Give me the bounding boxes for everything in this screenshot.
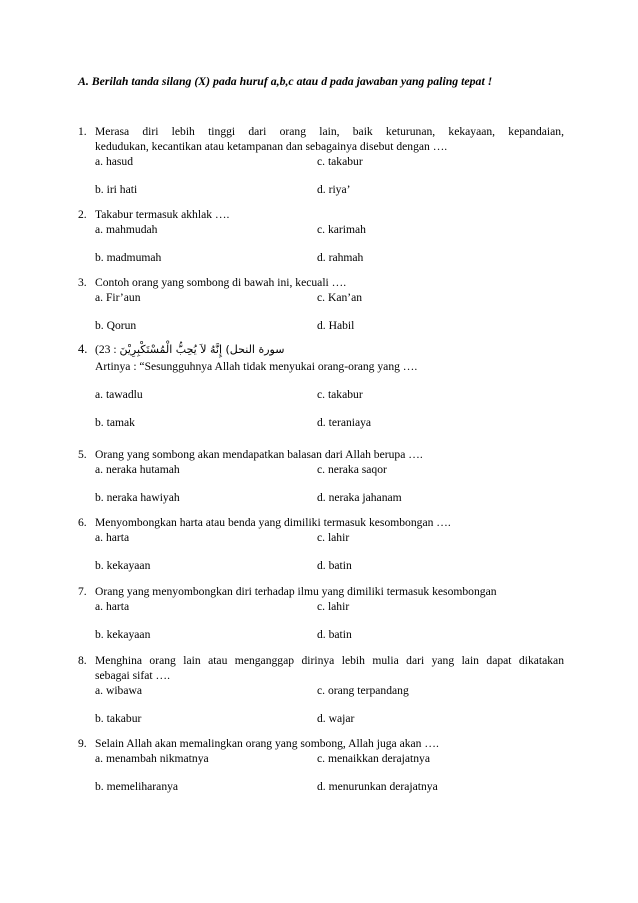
- question-text: Orang yang sombong akan mendapatkan balasan dari Allah berupa ….: [95, 448, 423, 461]
- question-text-continued: sebagai sifat ….: [95, 669, 171, 682]
- question-line: [78, 447, 564, 462]
- option-b[interactable]: b. kekayaan: [95, 559, 151, 572]
- option-a[interactable]: a. wibawa: [95, 684, 142, 697]
- option-b[interactable]: b. neraka hawiyah: [95, 491, 180, 504]
- option-b[interactable]: b. madmumah: [95, 251, 162, 264]
- question-5: [78, 447, 564, 505]
- question-number: 5.: [78, 448, 87, 461]
- question-text: Contoh orang yang sombong di bawah ini, kecuali ….: [95, 276, 347, 289]
- question-translation: Artinya : “Sesungguhnya Allah tidak menyukai orang-orang yang ….: [95, 360, 418, 373]
- option-a[interactable]: a. harta: [95, 600, 130, 613]
- option-b[interactable]: b. takabur: [95, 712, 142, 725]
- option-row: [95, 182, 564, 197]
- question-surah-reference: (23 :: [95, 343, 117, 356]
- question-8: [78, 653, 564, 726]
- option-d[interactable]: d. batin: [317, 559, 352, 572]
- option-row: [95, 530, 564, 545]
- option-d[interactable]: d. riya’: [317, 183, 351, 196]
- option-a[interactable]: a. menambah nikmatnya: [95, 752, 209, 765]
- question-6: [78, 515, 564, 573]
- option-c[interactable]: c. lahir: [317, 531, 350, 544]
- question-text: Orang yang menyombongkan diri terhadap ilmu yang dimiliki termasuk kesombongan: [95, 585, 497, 598]
- option-a[interactable]: a. harta: [95, 531, 130, 544]
- option-row: [95, 250, 564, 265]
- question-arabic-verse: سورة النحل) إِنَّهُ لاَ يُحِبُّ الْمُسْتَكْبِرِيْنَ: [119, 343, 285, 356]
- question-line: [78, 275, 564, 290]
- option-row: [95, 751, 564, 766]
- question-text: Merasa diri lebih tinggi dari orang lain, baik keturunan, kekayaan, kepandaian,: [95, 125, 564, 138]
- option-a[interactable]: a. neraka hutamah: [95, 463, 180, 476]
- question-line: [78, 515, 564, 530]
- option-b[interactable]: b. Qorun: [95, 319, 137, 332]
- question-line: [78, 342, 564, 357]
- option-a[interactable]: a. mahmudah: [95, 223, 158, 236]
- option-c[interactable]: c. neraka saqor: [317, 463, 387, 476]
- option-row: [95, 222, 564, 237]
- option-d[interactable]: d. neraka jahanam: [317, 491, 402, 504]
- question-2: [78, 207, 564, 265]
- question-number: 7.: [78, 585, 87, 598]
- question-number: 2.: [78, 208, 87, 221]
- option-b[interactable]: b. kekayaan: [95, 628, 151, 641]
- question-7: [78, 584, 564, 642]
- option-c[interactable]: c. orang terpandang: [317, 684, 409, 697]
- question-number: 4.: [78, 342, 88, 356]
- question-number: 8.: [78, 654, 87, 667]
- option-c[interactable]: c. menaikkan derajatnya: [317, 752, 430, 765]
- question-4: [78, 342, 564, 430]
- question-text: Selain Allah akan memalingkan orang yang sombong, Allah juga akan ….: [95, 737, 439, 750]
- option-b[interactable]: b. iri hati: [95, 183, 138, 196]
- option-row: [95, 318, 564, 333]
- option-row: [95, 599, 564, 614]
- question-number: 9.: [78, 737, 87, 750]
- option-c[interactable]: c. karimah: [317, 223, 366, 236]
- option-d[interactable]: d. batin: [317, 628, 352, 641]
- option-a[interactable]: a. Fir’aun: [95, 291, 141, 304]
- option-a[interactable]: a. tawadlu: [95, 388, 143, 401]
- option-row: [95, 683, 564, 698]
- option-row: [95, 627, 564, 642]
- option-d[interactable]: d. menurunkan derajatnya: [317, 780, 438, 793]
- question-text-continued: kedudukan, kecantikan atau ketampanan dan sebagainya disebut dengan ….: [95, 140, 448, 153]
- option-b[interactable]: b. memeliharanya: [95, 780, 179, 793]
- question-line: [78, 736, 564, 751]
- question-text: Menyombongkan harta atau benda yang dimiliki termasuk kesombongan ….: [95, 516, 451, 529]
- question-number: 6.: [78, 516, 87, 529]
- question-text: Takabur termasuk akhlak ….: [95, 208, 230, 221]
- option-a[interactable]: a. hasud: [95, 155, 133, 168]
- option-row: [95, 154, 564, 169]
- option-c[interactable]: c. takabur: [317, 155, 363, 168]
- question-9: [78, 736, 564, 794]
- question-number: 3.: [78, 276, 87, 289]
- section-instruction: A. Berilah tanda silang (X) pada huruf a,b,c atau d pada jawaban yang paling tepat !: [78, 74, 493, 88]
- question-line: [78, 124, 564, 139]
- option-row: [95, 415, 564, 430]
- option-row: [95, 290, 564, 305]
- option-c[interactable]: c. lahir: [317, 600, 350, 613]
- option-row: [95, 779, 564, 794]
- question-1: [78, 124, 564, 197]
- option-d[interactable]: d. Habil: [317, 319, 355, 332]
- option-b[interactable]: b. tamak: [95, 416, 135, 429]
- question-number: 1.: [78, 125, 87, 138]
- option-row: [95, 490, 564, 505]
- option-c[interactable]: c. Kan’an: [317, 291, 363, 304]
- option-d[interactable]: d. wajar: [317, 712, 355, 725]
- option-row: [95, 387, 564, 402]
- question-line: [78, 653, 564, 668]
- option-row: [95, 711, 564, 726]
- question-text: Menghina orang lain atau menganggap dirinya lebih mulia dari yang lain dapat dikatakan: [95, 654, 564, 667]
- question-line: [78, 207, 564, 222]
- question-3: [78, 275, 564, 333]
- option-d[interactable]: d. rahmah: [317, 251, 364, 264]
- option-c[interactable]: c. takabur: [317, 388, 363, 401]
- option-row: [95, 558, 564, 573]
- question-line: [78, 584, 564, 599]
- option-row: [95, 462, 564, 477]
- option-d[interactable]: d. teraniaya: [317, 416, 372, 429]
